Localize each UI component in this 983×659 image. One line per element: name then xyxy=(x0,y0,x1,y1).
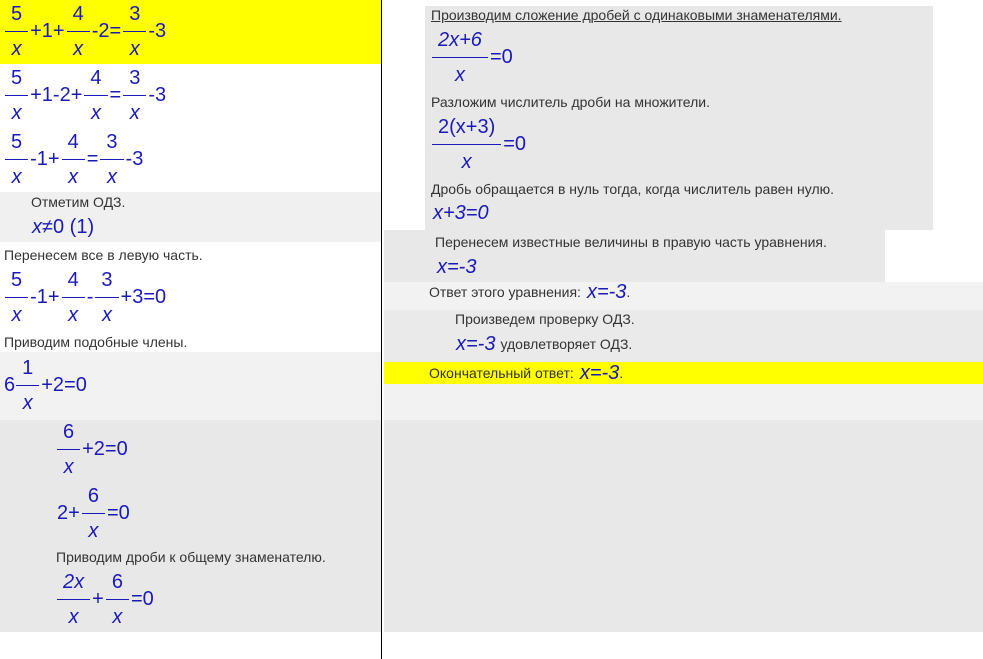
move-right-label: Перенесем известные величины в правую часть уравнения. xyxy=(435,234,827,250)
denominator: x xyxy=(22,392,33,414)
equation-9 xyxy=(431,28,514,87)
final-answer-dot: . xyxy=(619,365,624,381)
fraction xyxy=(5,66,28,125)
odz-condition xyxy=(32,216,94,239)
denominator: x xyxy=(11,102,22,124)
numerator: 5 xyxy=(11,131,23,153)
operator: +3=0 xyxy=(120,286,167,308)
fraction xyxy=(432,28,488,87)
fraction xyxy=(62,130,85,189)
factor-label: Разложим числитель дроби на множители. xyxy=(431,94,710,110)
operator: +1+ xyxy=(30,20,65,42)
operator: + xyxy=(92,588,104,610)
fraction xyxy=(432,115,501,174)
denominator: x xyxy=(11,166,22,188)
fraction xyxy=(62,268,85,327)
denominator: x xyxy=(101,304,112,326)
numerator: 5 xyxy=(11,67,23,89)
final-answer-label: Окончательный ответ: xyxy=(429,365,574,381)
equation-10 xyxy=(431,115,527,174)
equation-8 xyxy=(56,570,155,629)
fraction xyxy=(123,2,146,61)
fraction xyxy=(16,356,39,415)
fraction xyxy=(106,570,129,629)
expression: x+3=0 xyxy=(433,202,489,224)
denominator: x xyxy=(129,38,140,60)
operator: =0 xyxy=(106,502,130,524)
numerator: 6 xyxy=(63,421,75,443)
denominator: x xyxy=(73,38,84,60)
operator: =0 xyxy=(130,588,154,610)
denominator: x xyxy=(88,520,99,542)
equation-3 xyxy=(4,130,144,189)
numerator: 6 xyxy=(87,485,99,507)
equation-5 xyxy=(4,356,88,415)
operator: - xyxy=(86,286,94,308)
operator: -2= xyxy=(91,20,122,42)
check-suffix: удовлетворяет ОДЗ. xyxy=(500,336,633,352)
answer-value: x=-3 xyxy=(586,281,627,303)
fraction xyxy=(57,420,80,479)
operator: +2=0 xyxy=(82,438,128,460)
zero-numerator-label: Дробь обращается в нуль тогда, когда числитель равен нулю. xyxy=(431,181,835,197)
operator: -1+ xyxy=(30,148,60,170)
denominator: x xyxy=(63,456,74,478)
operator: -3 xyxy=(148,84,167,106)
fraction xyxy=(82,484,105,543)
common-denominator-label: Приводим дроби к общему знаменателю. xyxy=(56,549,326,565)
equation-11 xyxy=(433,202,489,225)
answer-label: Ответ этого уравнения: xyxy=(429,284,581,300)
lower-right-background xyxy=(384,384,983,420)
denominator: x xyxy=(129,102,140,124)
final-answer-row xyxy=(429,363,623,383)
fraction xyxy=(100,130,123,189)
check-label: Произведем проверку ОДЗ. xyxy=(455,311,635,327)
equation-6 xyxy=(56,420,129,479)
operator: -1+ xyxy=(30,286,60,308)
operator: -3 xyxy=(148,20,167,42)
whole-part: 6 xyxy=(4,374,16,396)
equation-4 xyxy=(4,268,167,327)
move-left-label: Перенесем все в левую часть. xyxy=(4,247,203,263)
fraction xyxy=(84,66,107,125)
fraction xyxy=(5,130,28,189)
numerator: 5 xyxy=(11,269,23,291)
answer-row xyxy=(429,282,630,302)
fraction xyxy=(95,268,118,327)
denominator: x xyxy=(106,166,117,188)
numerator: 3 xyxy=(129,3,141,25)
equation-2 xyxy=(4,66,167,125)
operator: = xyxy=(86,148,99,170)
condition: ≠0 (1) xyxy=(42,216,95,238)
expression: x=-3 xyxy=(437,256,477,278)
operator: =0 xyxy=(503,133,527,155)
final-answer-value: x=-3 xyxy=(579,362,620,384)
add-fractions-label: Производим сложение дробей с одинаковыми знаменателями. xyxy=(431,7,842,23)
equation-1 xyxy=(4,2,167,61)
denominator: x xyxy=(112,606,123,628)
denominator: x xyxy=(11,304,22,326)
fraction xyxy=(5,268,28,327)
fraction xyxy=(57,570,90,629)
numerator: 1 xyxy=(22,357,34,379)
operator: = xyxy=(109,84,122,106)
column-divider xyxy=(381,0,382,659)
mixed-number xyxy=(4,356,40,415)
bottom-right-background xyxy=(384,420,983,632)
odz-label: Отметим ОДЗ. xyxy=(31,194,126,210)
variable: x xyxy=(32,216,42,238)
operator: =0 xyxy=(489,46,513,68)
equation-7 xyxy=(56,484,131,543)
denominator: x xyxy=(90,102,101,124)
equation-12 xyxy=(437,256,476,279)
numerator: 4 xyxy=(67,269,79,291)
denominator: x xyxy=(68,304,79,326)
numerator: 3 xyxy=(101,269,113,291)
fraction xyxy=(67,2,90,61)
denominator: x xyxy=(68,166,79,188)
numerator: 4 xyxy=(72,3,84,25)
operator: +1-2+ xyxy=(30,84,83,106)
operator: +2=0 xyxy=(41,374,87,396)
numerator: 3 xyxy=(129,67,141,89)
denominator: x xyxy=(461,151,472,173)
numerator: 4 xyxy=(67,131,79,153)
numerator: 2x xyxy=(63,571,85,593)
denominator: x xyxy=(454,64,465,86)
like-terms-label: Приводим подобные члены. xyxy=(4,334,188,350)
check-row xyxy=(456,333,632,355)
numerator: 2(x+3) xyxy=(438,116,496,138)
fraction xyxy=(5,2,28,61)
numerator: 5 xyxy=(11,3,23,25)
operator: -3 xyxy=(125,148,144,170)
answer-dot: . xyxy=(626,284,631,300)
denominator: x xyxy=(11,38,22,60)
check-value: x=-3 xyxy=(456,333,496,355)
numerator: 6 xyxy=(111,571,123,593)
fraction xyxy=(123,66,146,125)
numerator: 3 xyxy=(106,131,118,153)
denominator: x xyxy=(68,606,79,628)
operator: 2+ xyxy=(57,502,80,524)
numerator: 4 xyxy=(90,67,102,89)
numerator: 2x+6 xyxy=(438,29,482,51)
